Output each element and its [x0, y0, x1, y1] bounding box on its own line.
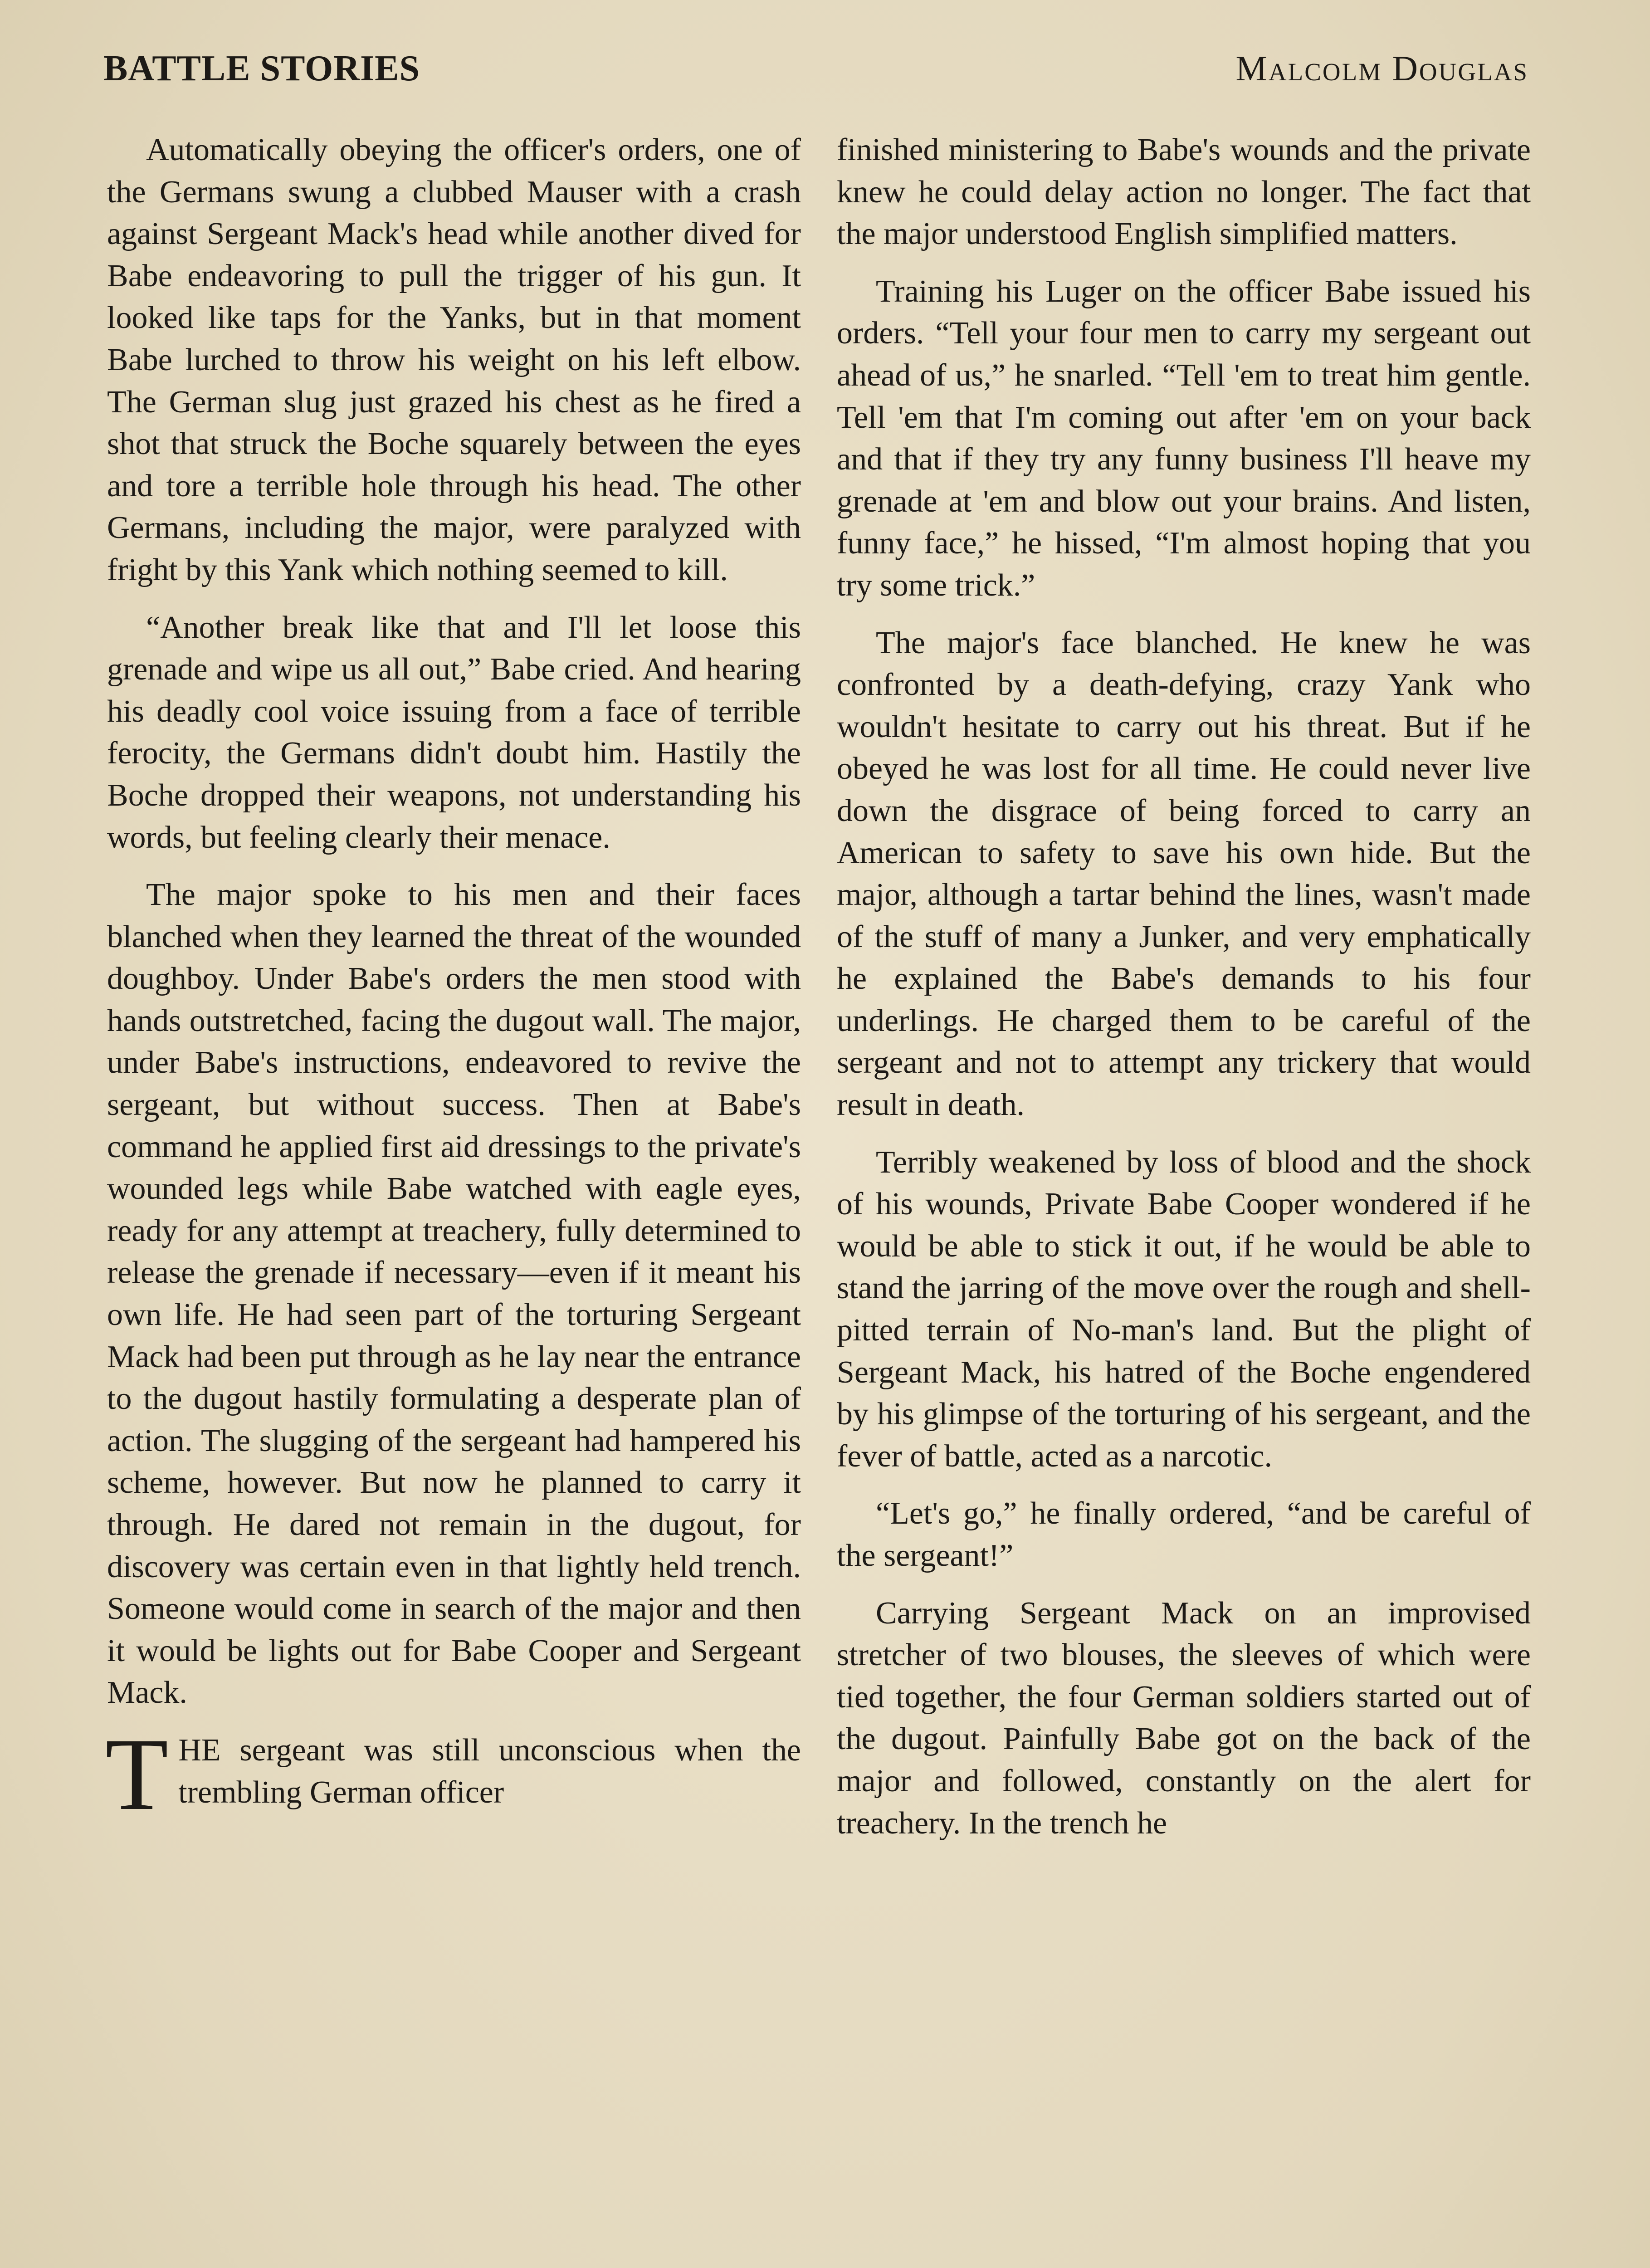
right-column [837, 129, 1531, 1860]
running-head [103, 44, 1528, 93]
paragraph: Carrying Sergeant Mack on an improvised stretcher of two blouses, the sleeves of which were tied together, the four German soldiers started out of the dugout. Painfully Babe got on the back of the major and followed, constantly on the alert for treachery. In the trench he [837, 1595, 1531, 1841]
paragraph: Training his Luger on the officer Babe issued his orders. “Tell your four men to carry my sergeant out ahead of us,” he snarled. “Tell 'em to treat him gentle. Tell 'em that I'm coming out after 'em on your back and that if they try any funny business I'll heave my grenade at 'em and blow out your brains. And listen, funny face,” he hissed, “I'm almost hoping that you try some trick.” [837, 274, 1531, 603]
continued-paragraph: finished ministering to Babe's wounds and the private knew he could delay action no longer. The fact that the major understood English simplified matters. [837, 132, 1531, 252]
paragraph: Automatically obeying the officer's orders, one of the Germans swung a clubbed Mauser with a crash against Sergeant Mack's head while another dived for Babe endeavoring to pull the trigger of his gun. It looked like taps for the Yanks, but in that moment Babe lurched to throw his weight on his left elbow. The German slug just grazed his chest as he fired a shot that struck the Boche squarely between the eyes and tore a terrible hole through his head. The other Germans, including the major, were paralyzed with fright by this Yank which nothing seemed to kill. [107, 132, 801, 587]
section-text: HE sergeant was still unconscious when the trembling German officer [178, 1732, 801, 1810]
paragraph: The major spoke to his men and their faces blanched when they learned the threat of the wounded doughboy. Under Babe's orders the men stood with hands outstretched, facing the dugout wall. The major, under Babe's instructions, endeavored to revive the sergeant, but without success. Then at Babe's command he applied first aid dressings to the private's wounded legs while Babe watched with eagle eyes, ready for any attempt at treachery, fully determined to release the grenade if necessary—even if it meant his own life. He had seen part of the torturing Sergeant Mack had been put through as he lay near the entrance to the dugout hastily formulating a desperate plan of action. The slugging of the sergeant had hampered his scheme, however. But now he planned to carry it through. He dared not remain in the dugout, for discovery was certain even in that lightly held trench. Someone would come in search of the major and then it would be lights out for Babe Cooper and Sergeant Mack. [107, 877, 801, 1711]
section-paragraph [105, 1717, 801, 1832]
author-name: Malcolm Douglas [1235, 49, 1528, 88]
paragraph: The major's face blanched. He knew he was confronted by a death-defying, crazy Yank who wouldn't hesitate to carry out his threat. But if he obeyed he was lost for all time. He could never live down the disgrace of being forced to carry an American to safety to save his own hide. But the major, although a tartar behind the lines, wasn't made of the stuff of many a Junker, and very emphatically he explained the Babe's demands to his four underlings. He charged them to be careful of the sergeant and not to attempt any trickery that would result in death. [837, 625, 1531, 1123]
magazine-title: BATTLE STORIES [103, 49, 420, 88]
drop-cap: T [105, 1717, 169, 1832]
paragraph: “Let's go,” he finally ordered, “and be careful of the sergeant!” [837, 1496, 1531, 1573]
paragraph: “Another break like that and I'll let loose this grenade and wipe us all out,” Babe cried. And hearing his deadly cool voice issuing from a face of terrible ferocity, the Germans didn't doubt him. Hastily the Boche dropped their weapons, not understanding his words, but feeling clearly their menace. [107, 610, 801, 855]
paragraph: Terribly weakened by loss of blood and the shock of his wounds, Private Babe Cooper wondered if he would be able to stick it out, if he would be able to stand the jarring of the move over the rough and shell-pitted terrain of No-man's land. But the plight of Sergeant Mack, his hatred of the Boche engendered by his glimpse of the torturing of his sergeant, and the fever of battle, acted as a narcotic. [837, 1144, 1531, 1474]
left-column [105, 129, 801, 1832]
